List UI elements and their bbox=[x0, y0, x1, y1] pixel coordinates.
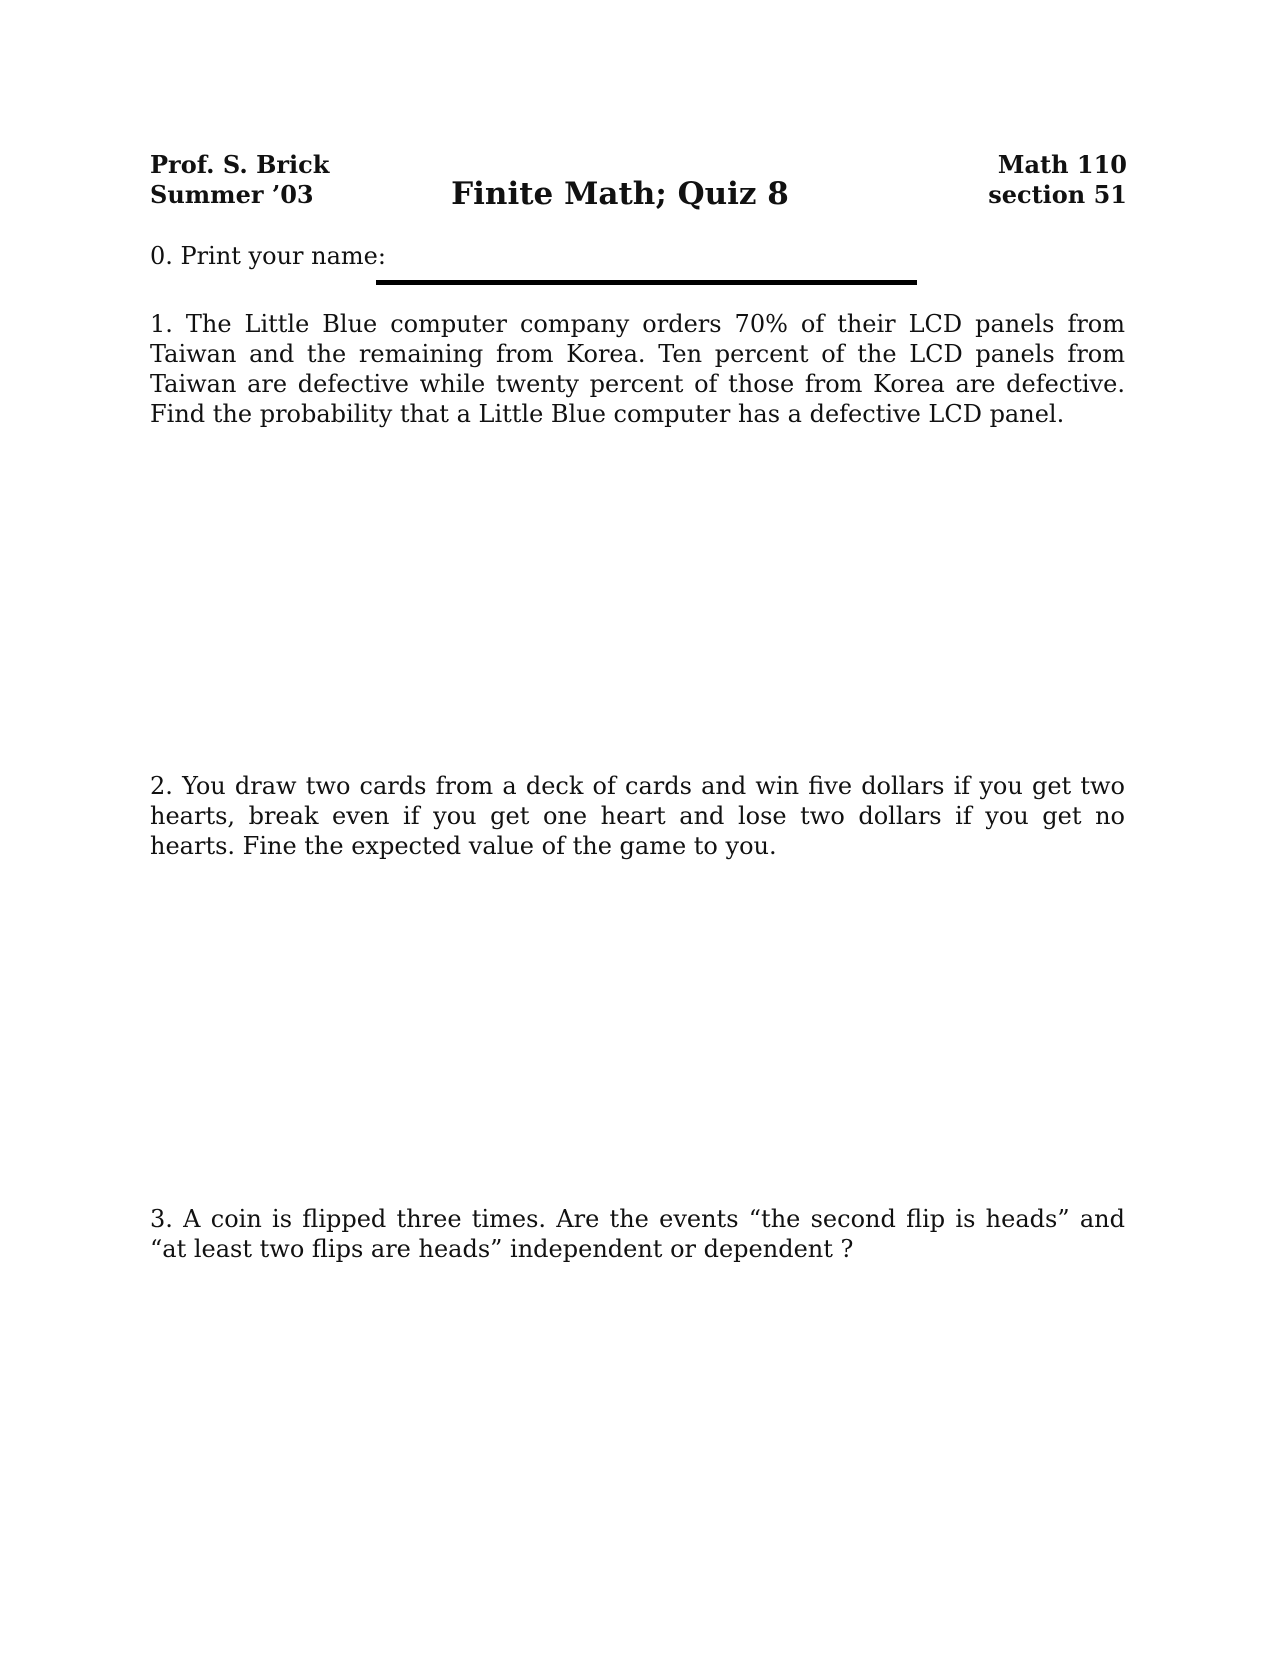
name-prompt: 0. Print your name: bbox=[150, 242, 386, 270]
term-label: Summer ’03 bbox=[150, 180, 314, 209]
header-right bbox=[988, 150, 1127, 210]
name-underline[interactable] bbox=[376, 280, 917, 285]
question-1: 1. The Little Blue computer company orders 70% of their LCD panels from Taiwan and the remaining from Korea. Ten percent of the LCD panels from Taiwan are defective while twenty percent of those from Korea are defective. Find the probability that a Little Blue computer has a defective LCD panel. bbox=[150, 310, 1125, 428]
course-number: Math 110 bbox=[997, 150, 1127, 179]
question-2: 2. You draw two cards from a deck of cards and win five dollars if you get two hearts, break even if you get one heart and lose two dollars if you get no hearts. Fine the expected value of the game to you. bbox=[150, 772, 1125, 860]
question-3: 3. A coin is flipped three times. Are the events “the second flip is heads” and “at least two flips are heads” independent or dependent ? bbox=[150, 1205, 1125, 1263]
instructor-name: Prof. S. Brick bbox=[150, 150, 330, 179]
section-number: section 51 bbox=[988, 180, 1127, 209]
quiz-title: Finite Math; Quiz 8 bbox=[451, 176, 789, 212]
